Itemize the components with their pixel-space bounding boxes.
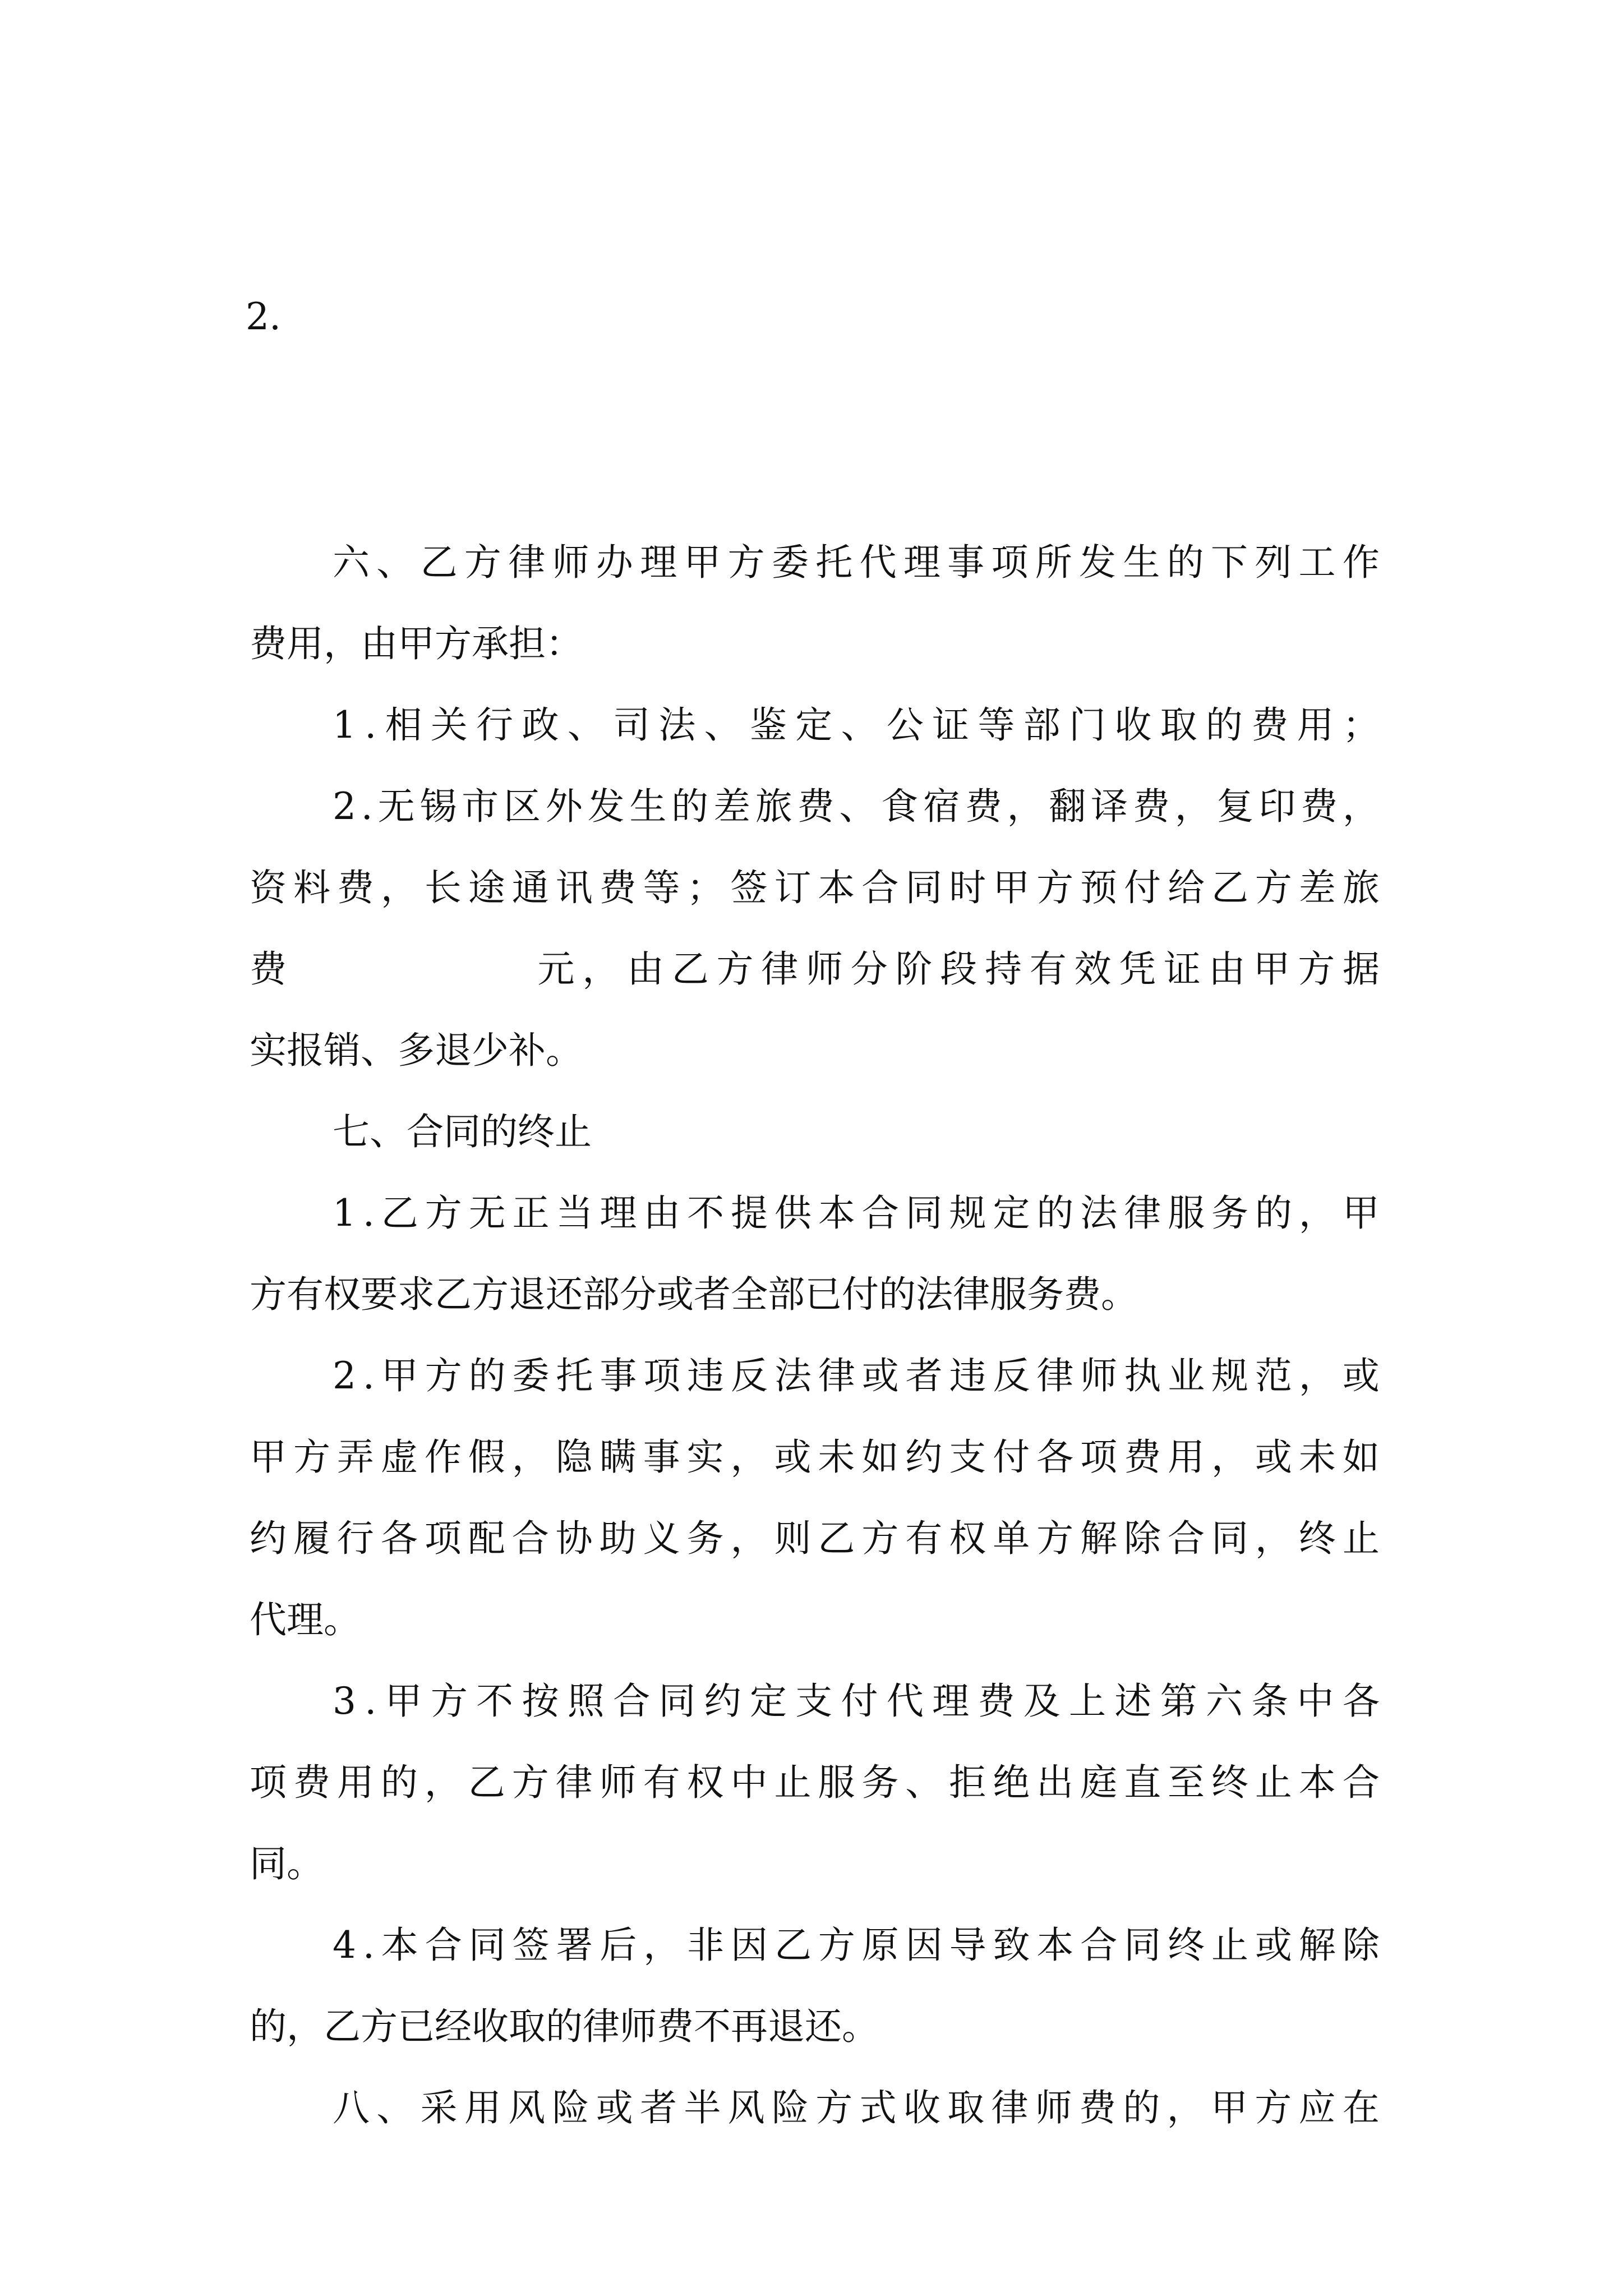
contract-body: [250, 522, 1380, 2148]
clause-7-item-2-cont-2: 约 履 行 各 项 配 合 协 助 义 务 ， 则 乙 方 有 权 单 方 解 除 合 同 ， 终 止: [250, 1517, 1380, 1560]
clause-6-item-2: 2 . 无 锡 市 区 外 发 生 的 差 旅 费 、 食 宿 费 ， 翻 译 费 ， 复 印 费 ，: [333, 785, 1380, 828]
clause-7-item-4: 4 . 本 合 同 签 署 后 ， 非 因 乙 方 原 因 导 致 本 合 同 终 止 或 解 除: [333, 1924, 1380, 1967]
clause-7-item-3-cont: 项 费 用 的 ， 乙 方 律 师 有 权 中 止 服 务 、 拒 绝 出 庭 直 至 终 止 本 合: [250, 1761, 1380, 1804]
clause-6-item-2-blank-line: 费 元 ， 由 乙 方 律 师 分 阶 段 持 有 效 凭 证 由 甲 方 据: [250, 928, 1380, 1010]
clause-7-item-2: 2 . 甲 方 的 委 托 事 项 违 反 法 律 或 者 违 反 律 师 执 业 规 范 ， 或: [333, 1354, 1380, 1397]
clause-6-heading: 六 、 乙 方 律 师 办 理 甲 方 委 托 代 理 事 项 所 发 生 的 下 列 工 作: [333, 541, 1380, 584]
clause-6-item-2-end: 实报销、多退少补。: [250, 1029, 583, 1072]
clause-7-item-2-cont: 甲 方 弄 虚 作 假 ， 隐 瞒 事 实 ， 或 未 如 约 支 付 各 项 费 用 ， 或 未 如: [250, 1435, 1380, 1479]
clause-7-item-3: 3 . 甲 方 不 按 照 合 同 约 定 支 付 代 理 费 及 上 述 第 六 条 中 各: [333, 1680, 1380, 1723]
clause-7-heading: 七、合同的终止: [333, 1110, 592, 1153]
clause-7-item-3-end: 同。: [250, 1842, 324, 1885]
clause-8-heading: 八 、 采 用 风 险 或 者 半 风 险 方 式 收 取 律 师 费 的 ， 甲 方 应 在: [333, 2086, 1380, 2129]
clause-6-item-1: 1 . 相 关 行 政 、 司 法 、 鉴 定 、 公 证 等 部 门 收 取 的 费 用 ；: [333, 703, 1380, 747]
clause-6-item-2-cont: 资 料 费 ， 长 途 通 讯 费 等 ； 签 订 本 合 同 时 甲 方 预 付 给 乙 方 差 旅: [250, 866, 1380, 909]
amount-blank: [294, 928, 530, 1010]
clause-7-item-1: 1 . 乙 方 无 正 当 理 由 不 提 供 本 合 同 规 定 的 法 律 服 务 的 ， 甲: [333, 1191, 1380, 1235]
stray-item-number: 2.: [246, 295, 281, 338]
clause-7-item-4-end: 的，乙方已经收取的律师费不再退还。: [250, 2005, 879, 2048]
clause-6-heading-cont: 费用，由甲方承担：: [250, 622, 583, 665]
clause-7-item-1-cont: 方有权要求乙方退还部分或者全部已付的法律服务费。: [250, 1273, 1138, 1316]
clause-7-item-2-end: 代理。: [250, 1598, 361, 1641]
fee-label: 费: [250, 947, 287, 991]
